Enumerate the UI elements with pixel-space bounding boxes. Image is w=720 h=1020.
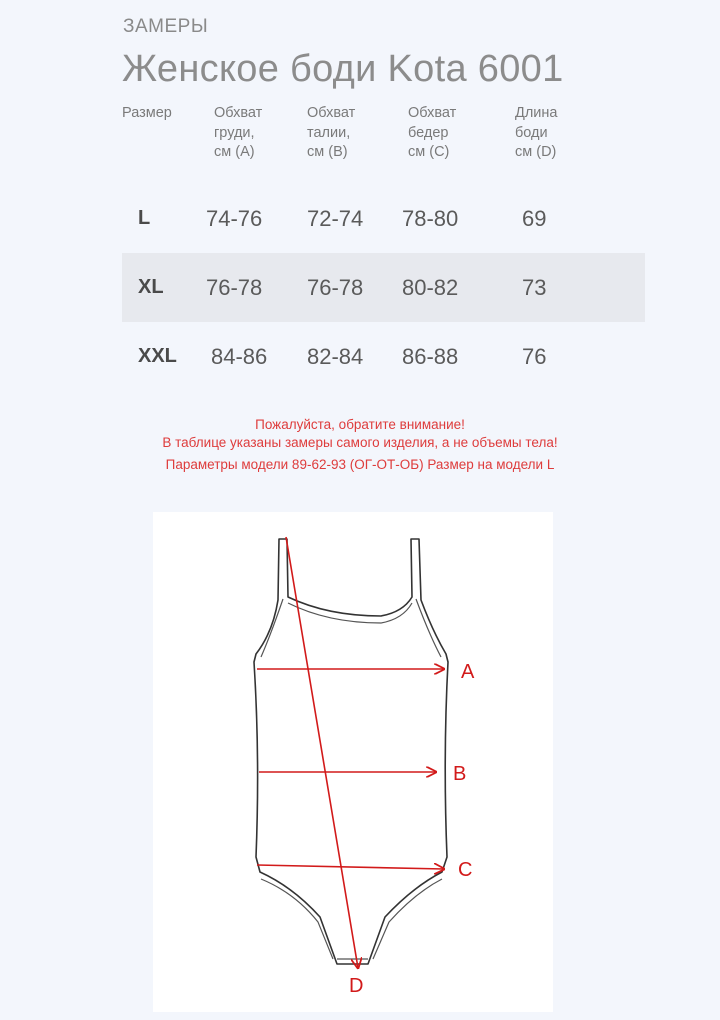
page-title: Женское боди Kota 6001 [122, 48, 564, 90]
notice-line-2: В таблице указаны замеры самого изделия, а не объемы тела! [162, 435, 558, 450]
table-header [122, 100, 645, 190]
bodysuit-outline [254, 539, 448, 964]
notice-line-1: Пожалуйста, обратите внимание! [255, 417, 465, 432]
length-cell: 73 [522, 274, 547, 300]
header-waist: Обхват талии, см (В) [307, 105, 356, 160]
chest-cell: 84-86 [211, 343, 268, 369]
header-size: Размер [122, 105, 172, 121]
measure-d-arrow [286, 537, 358, 968]
size-cell: XXL [138, 345, 177, 367]
label-c: C [458, 859, 473, 881]
chest-cell: 74-76 [206, 205, 263, 231]
size-table [122, 100, 645, 391]
waist-cell: 82-84 [307, 343, 364, 369]
table-row [122, 322, 645, 391]
chest-cell: 76-78 [206, 274, 263, 300]
size-cell: XL [138, 276, 164, 298]
label-d: D [349, 975, 364, 997]
measurement-diagram [153, 512, 553, 1012]
bodysuit-svg [153, 512, 553, 1012]
hips-cell: 80-82 [402, 274, 459, 300]
measure-c-arrow [257, 865, 444, 869]
notice [0, 416, 720, 474]
section-label: ЗАМЕРЫ [123, 16, 209, 37]
header-chest: Обхват груди, см (А) [214, 105, 263, 160]
length-cell: 76 [522, 343, 547, 369]
header-length: Длина боди см (D) [515, 105, 558, 160]
waist-cell: 72-74 [307, 205, 364, 231]
hips-cell: 86-88 [402, 343, 459, 369]
label-b: B [453, 763, 467, 785]
table-row [122, 253, 645, 322]
header-hips: Обхват бедер см (С) [408, 105, 457, 160]
notice-line-3: Параметры модели 89-62-93 (ОГ-ОТ-ОБ) Размер на модели L [165, 457, 555, 472]
size-cell: L [138, 207, 151, 229]
waist-cell: 76-78 [307, 274, 364, 300]
label-a: A [461, 661, 475, 683]
hips-cell: 78-80 [402, 205, 459, 231]
length-cell: 69 [522, 205, 547, 231]
table-row [122, 184, 645, 253]
